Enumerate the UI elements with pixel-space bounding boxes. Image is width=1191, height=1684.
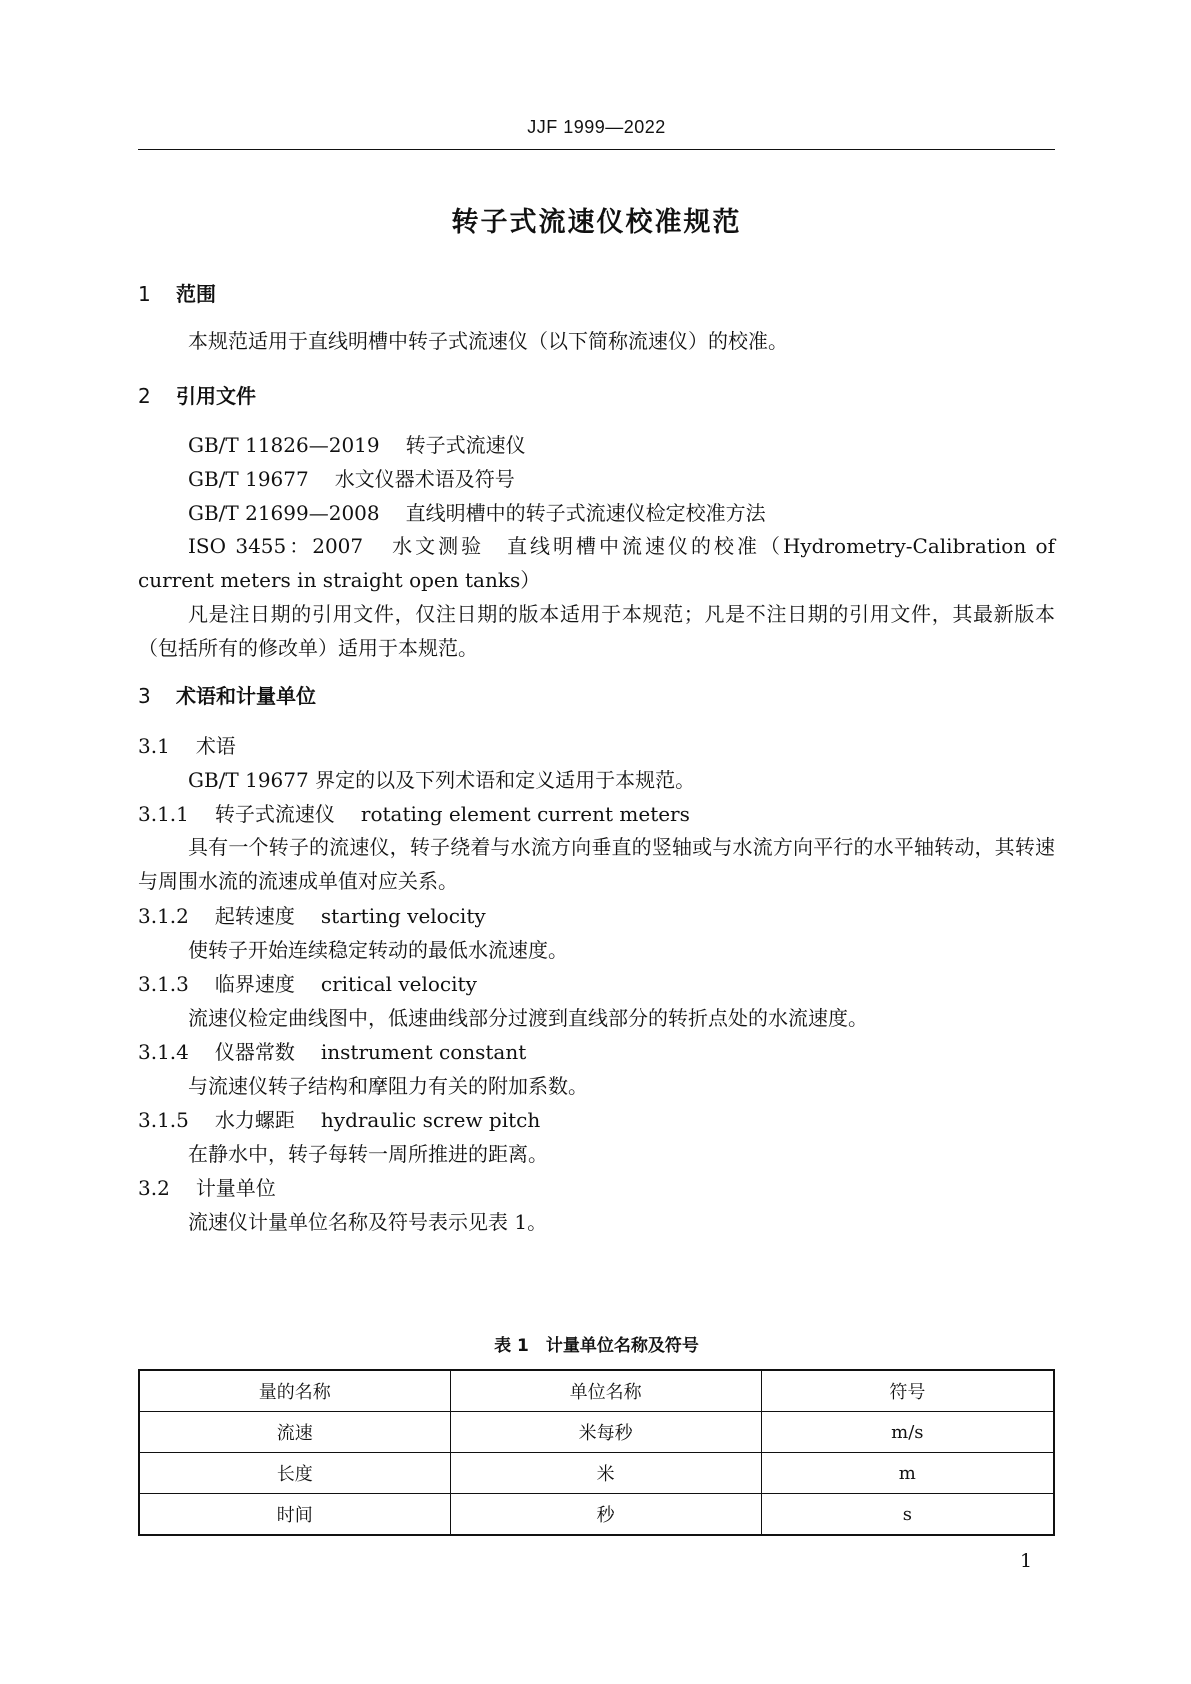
reference-code: GB/T 11826—2019 — [188, 433, 380, 457]
term-cn: 起转速度 — [214, 904, 295, 928]
subsection-3-2-heading — [138, 1170, 276, 1206]
reference-title: 直线明槽中的转子式流速仪检定校准方法 — [405, 501, 766, 525]
section-number: 1 — [138, 282, 151, 306]
term-definition: 在静水中，转子每转一周所推进的距离。 — [188, 1142, 548, 1166]
subsection-number: 3.1 — [138, 734, 170, 758]
table-cell: 秒 — [450, 1494, 761, 1536]
table-header-cell: 量的名称 — [139, 1370, 450, 1412]
section-number: 3 — [138, 684, 151, 708]
term-cn: 仪器常数 — [214, 1040, 295, 1064]
term-number: 3.1.4 — [138, 1040, 189, 1064]
subsection-number: 3.2 — [138, 1176, 170, 1200]
subsection-3-1-heading — [138, 728, 236, 764]
reference-title: 水文仪器术语及符号 — [334, 467, 515, 491]
term-definition: 使转子开始连续稳定转动的最低水流速度。 — [188, 938, 568, 962]
reference-code: GB/T 19677 — [188, 467, 309, 491]
table-header-cell: 符号 — [761, 1370, 1054, 1412]
table-caption: 表 1 计量单位名称及符号 — [494, 1336, 699, 1356]
reference-item — [188, 495, 766, 531]
term-en: critical velocity — [320, 972, 477, 996]
table-cell: m/s — [761, 1412, 1054, 1453]
reference-item — [138, 529, 1055, 597]
table-cell: 长度 — [139, 1453, 450, 1494]
table-row — [139, 1412, 1054, 1453]
term-heading — [138, 796, 690, 832]
table-cell: s — [761, 1494, 1054, 1536]
term-cn: 转子式流速仪 — [214, 802, 335, 826]
section-2-heading — [138, 380, 256, 409]
table-row — [139, 1453, 1054, 1494]
subsection-title: 计量单位 — [195, 1176, 276, 1200]
subsection-title: 术语 — [195, 734, 236, 758]
reference-item — [188, 461, 515, 497]
table-row — [139, 1494, 1054, 1536]
term-definition: 流速仪检定曲线图中，低速曲线部分过渡到直线部分的转折点处的水流速度。 — [188, 1006, 868, 1030]
section-title: 范围 — [176, 282, 216, 306]
section-1-body: 本规范适用于直线明槽中转子式流速仪（以下简称流速仪）的校准。 — [188, 329, 788, 353]
section-number: 2 — [138, 384, 151, 408]
header-divider — [138, 149, 1055, 150]
section-1-heading — [138, 278, 216, 307]
table-cell: 米每秒 — [450, 1412, 761, 1453]
subsection-3-2-body: 流速仪计量单位名称及符号表示见表 1。 — [188, 1210, 548, 1234]
units-table — [138, 1369, 1055, 1536]
term-heading — [138, 1102, 540, 1138]
table-header-cell: 单位名称 — [450, 1370, 761, 1412]
term-heading — [138, 898, 486, 934]
term-number: 3.1.2 — [138, 904, 189, 928]
table-cell: 米 — [450, 1453, 761, 1494]
reference-title: 水文测验 直线明槽中流速仪的校准（Hydrometry-Calibration of current meters in straight open tanks） — [138, 534, 1055, 592]
section-title: 术语和计量单位 — [176, 684, 316, 708]
reference-item — [188, 427, 526, 463]
term-number: 3.1.3 — [138, 972, 189, 996]
page-number: 1 — [1020, 1550, 1033, 1572]
term-heading — [138, 966, 477, 1002]
table-cell: m — [761, 1453, 1054, 1494]
reference-title: 转子式流速仪 — [405, 433, 526, 457]
term-en: hydraulic screw pitch — [320, 1108, 541, 1132]
term-definition: 与流速仪转子结构和摩阻力有关的附加系数。 — [188, 1074, 588, 1098]
term-number: 3.1.1 — [138, 802, 189, 826]
reference-code: GB/T 21699—2008 — [188, 501, 380, 525]
section-3-heading — [138, 680, 316, 709]
term-en: rotating element current meters — [360, 802, 690, 826]
term-cn: 临界速度 — [214, 972, 295, 996]
subsection-3-1-body: GB/T 19677 界定的以及下列术语和定义适用于本规范。 — [188, 768, 696, 792]
page-header-code: JJF 1999—2022 — [527, 117, 666, 137]
term-definition: 具有一个转子的流速仪，转子绕着与水流方向垂直的竖轴或与水流方向平行的水平轴转动，其转速与周围水流的流速成单值对应关系。 — [138, 835, 1055, 893]
term-number: 3.1.5 — [138, 1108, 189, 1132]
document-title: 转子式流速仪校准规范 — [451, 207, 742, 238]
table-header-row — [139, 1370, 1054, 1412]
section-2-note: 凡是注日期的引用文件，仅注日期的版本适用于本规范；凡是不注日期的引用文件，其最新版本（包括所有的修改单）适用于本规范。 — [138, 602, 1055, 660]
term-heading — [138, 1034, 526, 1070]
table-cell: 流速 — [139, 1412, 450, 1453]
term-en: instrument constant — [320, 1040, 527, 1064]
term-en: starting velocity — [320, 904, 486, 928]
table-cell: 时间 — [139, 1494, 450, 1536]
reference-code: ISO 3455：2007 — [188, 534, 364, 558]
term-cn: 水力螺距 — [214, 1108, 295, 1132]
section-title: 引用文件 — [176, 384, 256, 408]
